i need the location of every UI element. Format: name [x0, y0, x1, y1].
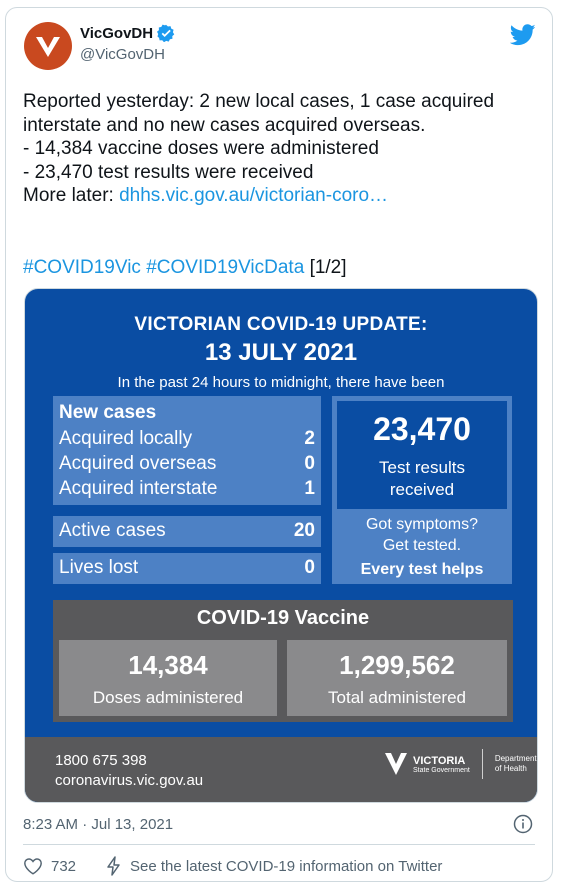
avatar[interactable] — [24, 22, 72, 70]
tests-label-line-1: Test results — [379, 458, 465, 477]
tweet-timestamp[interactable]: 8:23 AM · Jul 13, 2021 — [23, 816, 174, 833]
verified-badge-icon — [157, 24, 175, 42]
row-active-cases — [59, 520, 315, 542]
row-value: 1 — [304, 478, 315, 499]
row-label: Lives lost — [59, 557, 139, 578]
thread-page-count: [1/2] — [309, 257, 347, 278]
user-name-text: VicGovDH — [80, 24, 154, 42]
tests-label-line-2: received — [389, 480, 455, 499]
tests-value: 23,470 — [373, 411, 471, 447]
info-icon[interactable] — [513, 814, 533, 834]
tweet-line-2: - 14,384 vaccine doses were administered — [23, 138, 379, 159]
tweet-text — [23, 90, 538, 208]
row-value: 0 — [304, 557, 315, 578]
infographic-image[interactable] — [24, 288, 538, 803]
tweet-line-4-prefix: More later: — [23, 185, 120, 206]
like-action[interactable] — [23, 857, 76, 875]
victoria-wordmark — [413, 755, 470, 774]
symptoms-line-2: Get tested. — [382, 537, 462, 554]
tests-label — [337, 457, 507, 501]
row-lives-lost — [59, 557, 315, 579]
row-label: Acquired overseas — [59, 453, 217, 474]
row-acquired-locally — [59, 428, 315, 450]
dept-line-2: of Health — [494, 764, 527, 773]
tweet-link[interactable]: dhhs.vic.gov.au/victorian-coro… — [119, 185, 389, 206]
symptoms-line-3: Every test helps — [360, 561, 484, 578]
row-label: Active cases — [59, 520, 166, 541]
symptoms-line-1: Got symptoms? — [365, 516, 479, 533]
infographic-title: VICTORIAN COVID-19 UPDATE: — [134, 314, 428, 335]
victoria-government-logo — [385, 749, 537, 779]
row-acquired-interstate — [59, 478, 315, 500]
total-box — [287, 640, 507, 716]
doses-value: 14,384 — [128, 650, 208, 680]
row-value: 2 — [304, 428, 315, 449]
tests-box — [332, 396, 512, 584]
tweet-card — [5, 7, 553, 882]
lightning-icon — [106, 856, 122, 876]
user-name[interactable] — [80, 24, 175, 42]
row-label: Acquired locally — [59, 428, 193, 449]
tweet-line-1: Reported yesterday: 2 new local cases, 1 case acquired interstate and no new cases acquired overseas. — [23, 91, 495, 136]
row-value: 20 — [293, 520, 315, 541]
row-acquired-overseas — [59, 453, 315, 475]
doses-box — [59, 640, 277, 716]
covid-info-link[interactable] — [106, 856, 442, 876]
hashtag-covid19vicdata[interactable]: #COVID19VicData — [146, 257, 305, 278]
divider — [23, 844, 535, 845]
heart-icon — [23, 857, 43, 875]
footer-website: coronavirus.vic.gov.au — [55, 772, 204, 789]
new-cases-box — [53, 396, 321, 505]
dept-line-1: Department — [494, 754, 537, 763]
total-value: 1,299,562 — [339, 650, 455, 680]
row-value: 0 — [304, 453, 315, 474]
lives-lost-box — [53, 553, 321, 584]
victoria-logo-icon — [33, 31, 63, 61]
infographic-footer — [25, 737, 537, 803]
victoria-sub: State Government — [413, 766, 470, 774]
victoria-name: VICTORIA — [413, 754, 466, 767]
total-label: Total administered — [328, 688, 466, 707]
department-of-health — [495, 754, 537, 774]
footer-phone: 1800 675 398 — [55, 752, 147, 769]
infographic-subtitle: In the past 24 hours to midnight, there have been — [117, 374, 445, 391]
victoria-v-icon — [385, 751, 407, 777]
tweet-line-3: - 23,470 test results were received — [23, 161, 314, 183]
infographic-date: 13 JULY 2021 — [204, 339, 358, 366]
user-handle[interactable]: @VicGovDH — [80, 46, 165, 63]
new-cases-heading: New cases — [59, 402, 157, 423]
doses-label: Doses administered — [92, 688, 244, 707]
row-label: Acquired interstate — [59, 478, 218, 499]
vaccine-panel — [53, 600, 513, 722]
active-cases-box — [53, 516, 321, 547]
logo-divider — [482, 749, 483, 779]
vaccine-title: COVID-19 Vaccine — [196, 607, 370, 629]
tests-inner-box — [337, 401, 507, 509]
covid-info-text: See the latest COVID-19 information on Twitter — [130, 857, 443, 875]
like-count: 732 — [51, 857, 77, 875]
twitter-bird-icon[interactable] — [510, 24, 536, 46]
hashtag-covid19vic[interactable]: #COVID19Vic — [23, 257, 141, 278]
tweet-actions — [23, 856, 472, 876]
hashtag-line — [23, 256, 347, 280]
